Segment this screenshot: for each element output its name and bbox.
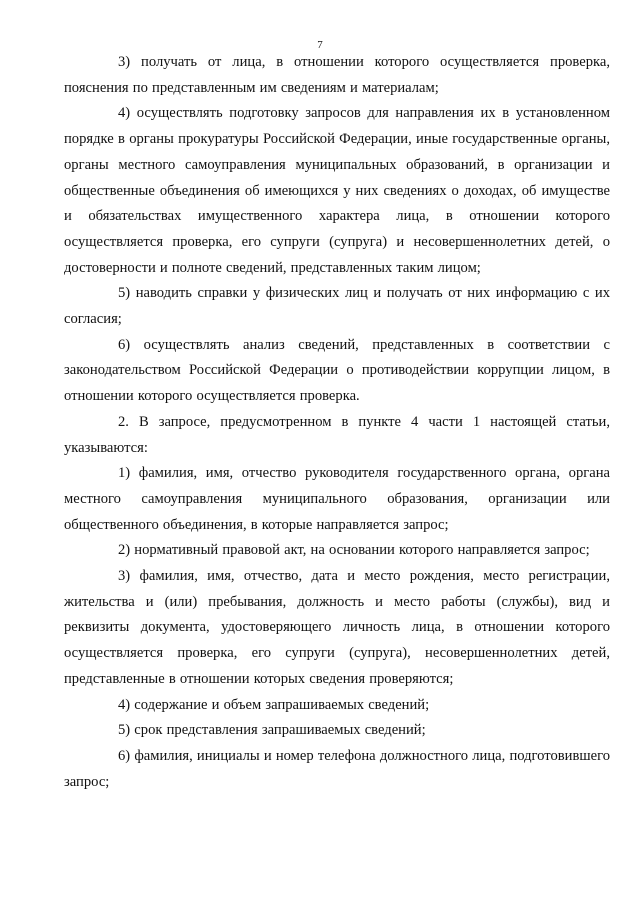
- paragraph-subitem-1-addressee: 1) фамилия, имя, отчество руководителя государственного органа, органа местного самоуправления муниципального образования, организации или общественного объединения, в которые направляется запрос;: [64, 465, 610, 533]
- paragraph-part-2-request-contents: 2. В запросе, предусмотренном в пункте 4 части 1 настоящей статьи, указываются:: [64, 413, 610, 456]
- paragraph-item-3-explanations: 3) получать от лица, в отношении которого осуществляется проверка, пояснения по представленным им сведениям и материалам;: [64, 54, 610, 96]
- page-number: 7: [317, 39, 323, 51]
- paragraph-subitem-4-scope: 4) содержание и объем запрашиваемых сведений;: [118, 696, 430, 713]
- paragraph-subitem-6-official: 6) фамилия, инициалы и номер телефона должностного лица, подготовившего запрос;: [64, 747, 610, 790]
- paragraph-item-4-requests: 4) осуществлять подготовку запросов для направления их в установленном порядке в органы прокуратуры Российской Федерации, иные государственные органы, органы местного самоуправления муниципальных образований, в организации и общественные объединения об имеющихся у них сведениях о доходах, об имуществе и обязательствах имущественного характера лица, в отношении которого осуществляется проверка, его супруги (супруга) и несовершеннолетних детей, о достоверности и полноте сведений, представленных таким лицом;: [64, 105, 610, 276]
- paragraph-item-5-inquiries: 5) наводить справки у физических лиц и получать от них информацию с их согласия;: [64, 285, 610, 328]
- document-body: [64, 50, 610, 795]
- paragraph-subitem-3-person-details: 3) фамилия, имя, отчество, дата и место рождения, место регистрации, жительства и (или) пребывания, должность и место работы (службы), вид и реквизиты документа, удостоверяющего личность лица, в отношении которого осуществляется проверка, его супруги (супруга), несовершеннолетних детей, представленные в отношении которых сведения проверяются;: [64, 568, 610, 687]
- paragraph-subitem-5-deadline: 5) срок представления запрашиваемых сведений;: [118, 722, 426, 739]
- paragraph-subitem-2-legal-act: 2) нормативный правовой акт, на основании которого направляется запрос;: [118, 542, 590, 559]
- paragraph-item-6-analysis: 6) осуществлять анализ сведений, представленных в соответствии с законодательством Российской Федерации о противодействии коррупции лицом, в отношении которого осуществляется проверка.: [64, 336, 610, 405]
